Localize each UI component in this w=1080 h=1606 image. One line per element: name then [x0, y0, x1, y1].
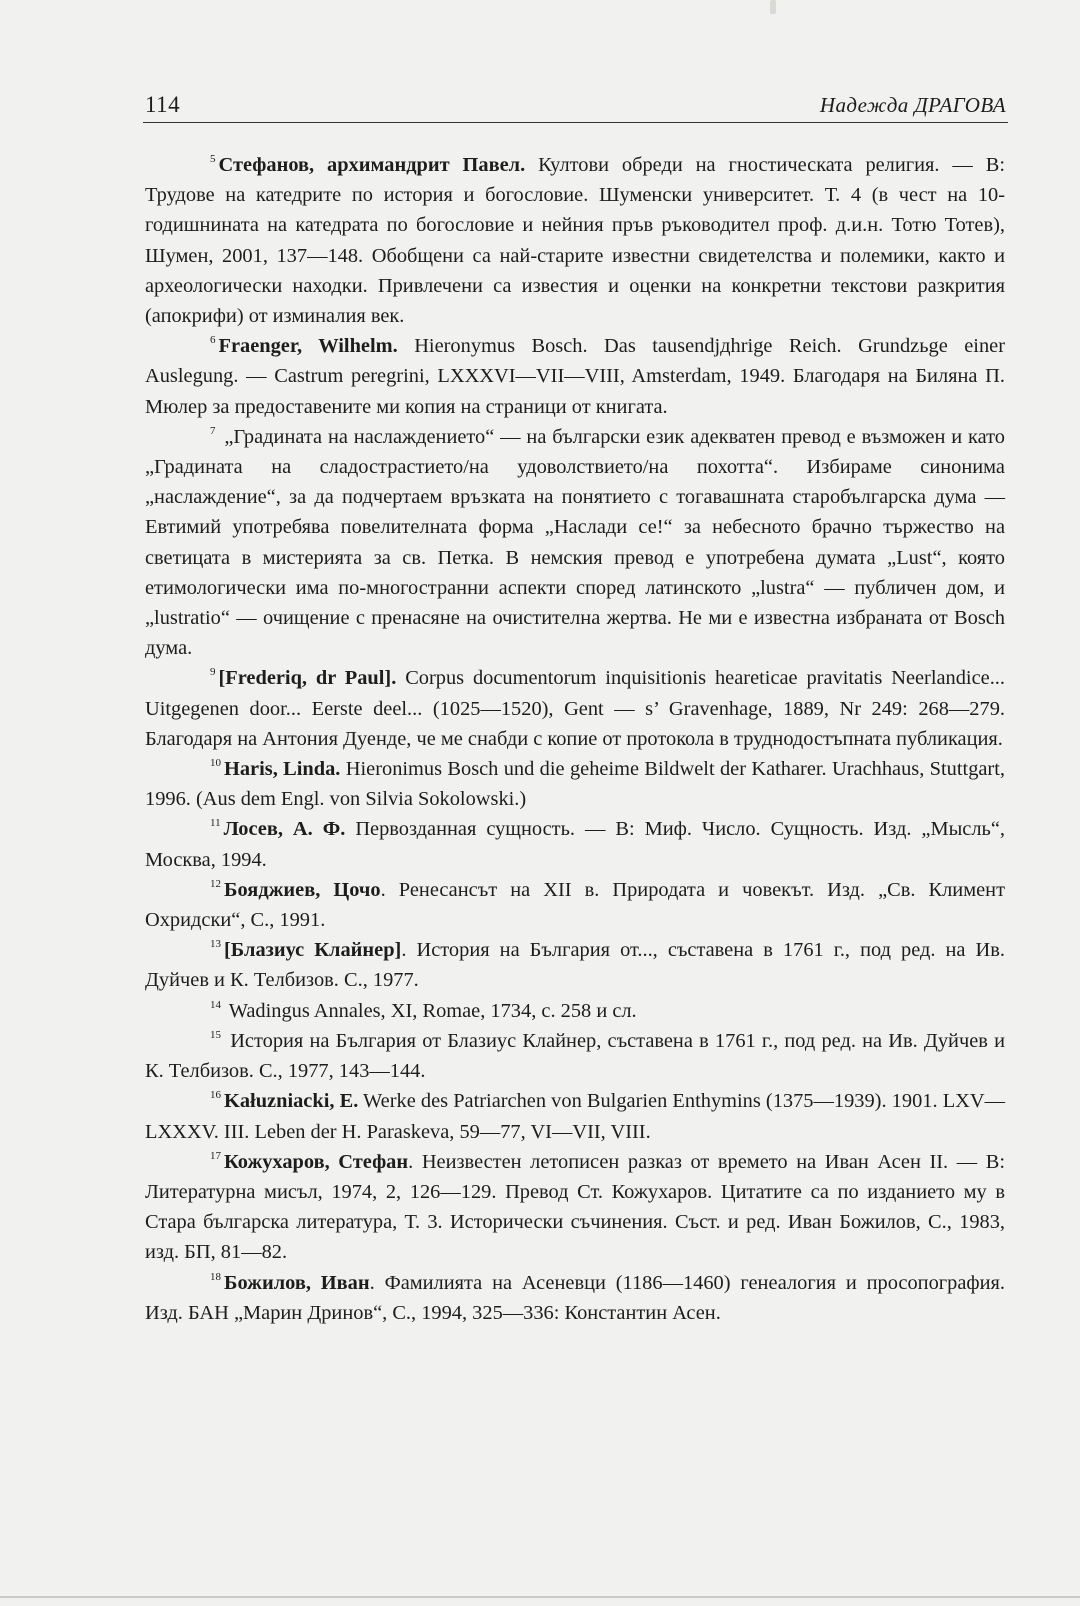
footnote — [145, 1086, 1005, 1146]
footnote-text: . История на България от..., съставена в 1761 г., под ред. на Ив. Дуйчев и К. Телбизов. С., 1977. — [145, 939, 1005, 992]
footnote-text: „Градината на наслаждението“ — на български език адекватен превод е възможен и като „Градината на сладострастието/на удоволствието/на похотта“. Избираме синонима „наслаждение“, за да подчертаем връзката на понятието с тогавашната старобългарска дума — Евтимий употребява повелителната форма „Наслади се!“ за небесното брачно тържество на светицата в мистерията за св. Петка. В немския превод е употребена думата „Lust“, която етимологически има по-многостранни аспекти според латинското „lustra“ — публичен дом, и „lustratio“ — очищение с пренасяне на очистителна жертва. Не ми е известна избраната от Bosch дума. — [145, 425, 1005, 660]
footnote-author: Стефанов, архимандрит Павел. — [218, 154, 526, 176]
footnote-text: . Ренесансът на XII в. Природата и човекът. Изд. „Св. Климент Охридски“, С., 1991. — [145, 878, 1005, 932]
scan-artifact — [770, 0, 776, 14]
footnote-author: Haris, Linda. — [224, 758, 341, 781]
footnote-number: 12 — [210, 877, 221, 890]
footnote-text: . Неизвестен летописен разказ от времето на Иван Асен II. — В: Литературна мисъл, 1974, 2, 126—129. Превод Ст. Кожухаров. Цитатите са по изданието му в Стара българска литература, Т. 3. Исторически съчинения. Съст. и ред. Иван Божилов, С., 1983, изд. БП, 81—82. — [145, 1150, 1005, 1264]
page-header — [143, 90, 1008, 123]
page-edge-line — [0, 1596, 1080, 1598]
footnote-author: [Блазиус Клайнер] — [224, 939, 402, 962]
footnote-author: [Frederiq, dr Paul]. — [218, 667, 397, 690]
footnote-author: Лосев, А. Ф. — [223, 818, 346, 841]
footnote-text: Hieronimus Bosch und die geheime Bildwelt der Katharer. Urachhaus, Stuttgart, 1996. (Aus dem Engl. von Silvia Sokolowski.) — [145, 758, 1005, 811]
footnote-text: . Фамилията на Асеневци (1186—1460) генеалогия и просопография. Изд. БАН „Марин Дринов“, С., 1994, 325—336: Константин Асен. — [145, 1271, 1005, 1324]
footnote — [145, 663, 1005, 754]
footnotes-section — [145, 150, 1005, 1328]
footnote-text: Hieronymus Bosch. Das tausendjдhrige Reich. Grundzьge einer Auslegung. — Castrum peregrini, LXXXVI—VII—VIII, Amsterdam, 1949. Благодаря на Биляна П. Мюлер за предоставените ми копия на страници от книгата. — [145, 335, 1005, 418]
footnote-number: 10 — [210, 757, 221, 770]
footnote-number: 15 — [210, 1028, 221, 1041]
footnote-number: 16 — [210, 1089, 221, 1102]
footnote-number: 5 — [210, 153, 216, 165]
footnote-text: Wadingus Annales, XI, Romae, 1734, с. 258 и сл. — [224, 999, 637, 1022]
page-number: 114 — [145, 92, 181, 117]
footnote-author: Божилов, Иван — [224, 1271, 370, 1294]
footnote — [145, 1147, 1005, 1268]
footnote-number: 11 — [210, 817, 221, 830]
footnote-number: 6 — [210, 334, 216, 347]
footnote-author: Fraenger, Wilhelm. — [218, 335, 398, 358]
footnote — [145, 996, 1005, 1026]
footnote — [145, 1268, 1005, 1328]
footnote-number: 14 — [210, 998, 221, 1011]
footnote-number: 9 — [210, 666, 216, 679]
footnote — [145, 422, 1005, 664]
footnote-number: 7 — [210, 424, 216, 437]
footnote — [145, 150, 1005, 331]
footnote — [145, 875, 1005, 935]
footnote-text: Corpus documentorum inquisitionis heareticae pravitatis Neerlandice... Uitgegenen door... Eerste deel... (1025—1520), Gent — s’ Gravenhage, 1889, Nr 249: 268—279. Благодаря на Антония Дуенде, че ме снабди с копие от протокола в труднодостъпната публикация. — [145, 667, 1005, 750]
footnote-author: Бояджиев, Цочо — [224, 878, 381, 901]
footnote-author: Kałuzniacki, E. — [224, 1090, 359, 1113]
footnote-number: 18 — [210, 1270, 221, 1283]
footnote-text: Култови обреди на гностическата религия. — В: Трудове на катедрите по история и богословие. Шуменски университет. Т. 4 (в чест на 10-годишнината на катедрата по богословие и нейния пръв ръководител проф. д.и.н. Тотю Тотев), Шумен, 2001, 137—148. Обобщени са най-старите известни свидетелства и полемики, както и археологически находки. Привлечени са известия и оценки на конкретни текстови разкрития (апокрифи) от изминалия век. — [145, 154, 1005, 328]
footnote — [145, 331, 1005, 422]
footnote-number: 17 — [210, 1149, 221, 1162]
footnote-text: История на България от Блазиус Клайнер, съставена в 1761 г., под ред. на Ив. Дуйчев и К. Телбизов. С., 1977, 143—144. — [145, 1029, 1005, 1083]
footnote-text: Первозданная сущность. — В: Миф. Число. Сущность. Изд. „Мысль“, Москва, 1994. — [145, 818, 1005, 871]
footnote-text: Werke des Patriarchen von Bulgarien Enthymins (1375—1939). 1901. LXV—LXXXV. III. Leben der H. Paraskeva, 59—77, VI—VII, VIII. — [145, 1090, 1005, 1143]
footnote-author: Кожухаров, Стефан — [224, 1150, 409, 1173]
footnote — [145, 935, 1005, 995]
footnote-number: 13 — [210, 938, 221, 951]
running-head: Надежда ДРАГОВА — [819, 93, 1006, 117]
footnote — [145, 754, 1005, 814]
footnote — [145, 1026, 1005, 1086]
footnote — [145, 814, 1005, 874]
